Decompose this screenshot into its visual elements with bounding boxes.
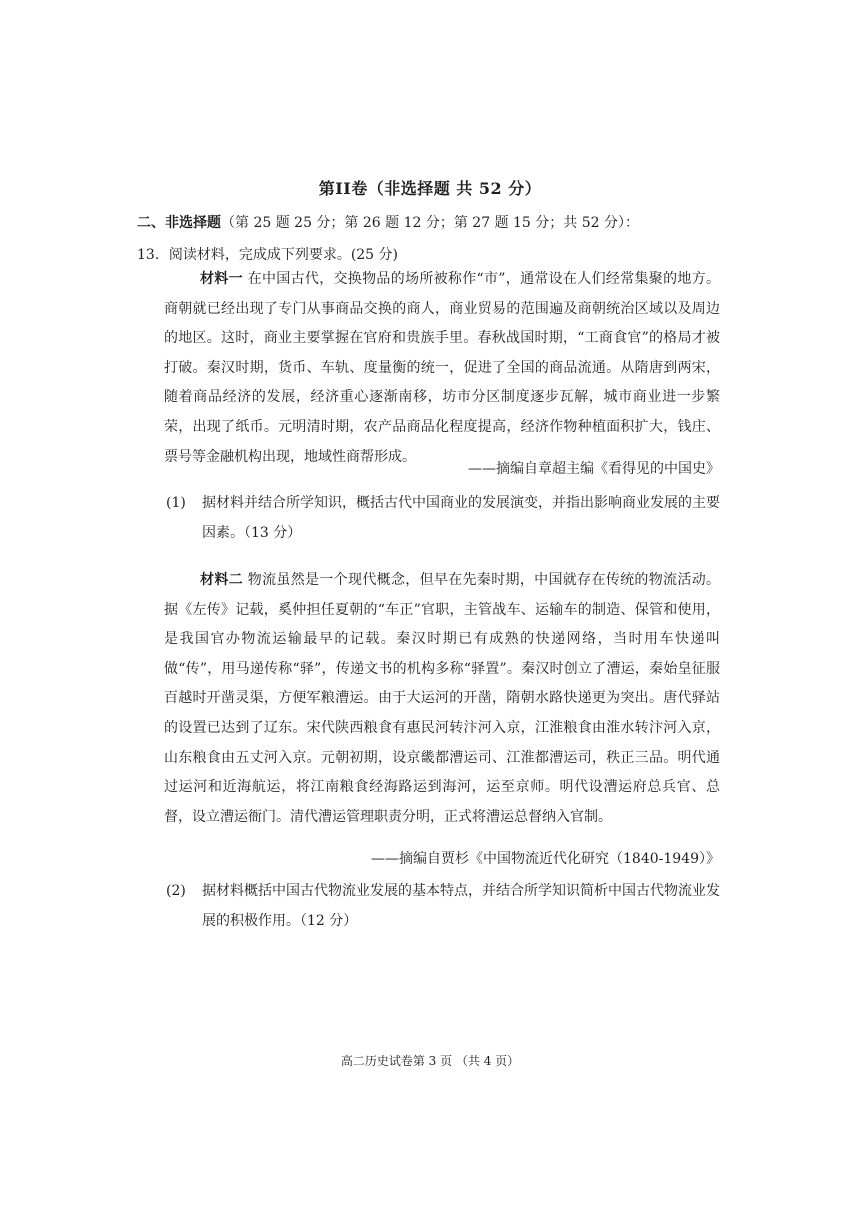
sub-question-1: [166, 488, 722, 548]
material-one-source: ——摘编自章超主编《看得见的中国史》: [468, 461, 720, 477]
section-heading: [137, 212, 639, 232]
sub-question-2-text: 据材料概括中国古代物流业发展的基本特点，并结合所学知识简析中国古代物流业发展的积极作用。（12 分）: [202, 883, 720, 929]
material-two: [164, 566, 720, 832]
material-one-label: 材料一: [200, 271, 243, 287]
sub-question-1-number: (1): [166, 495, 186, 511]
material-one-text: 在中国古代，交换物品的场所被称作“市”，通常设在人们经常集聚的地方。商朝就已经出现了专门从事商品交换的商人，商业贸易的范围遍及商朝统治区域以及周边的地区。这时，商业主要掌握在官府和贵族手里。春秋战国时期，“工商食官”的格局才被打破。秦汉时期，货币、车轨、度量衡的统一，促进了全国的商品流通。从隋唐到两宋，随着商品经济的发展，经济重心逐渐南移，坊市分区制度逐步瓦解，城市商业进一步繁荣，出现了纸币。元明清时期，农产品商品化程度提高，经济作物种植面积扩大，钱庄、票号等金融机构出现，地域性商帮形成。: [164, 271, 721, 465]
material-two-source: ——摘编自贾杉《中国物流近代化研究（1840-1949）》: [371, 851, 720, 867]
sub-question-2-number: (2): [166, 883, 186, 899]
sub-question-2: [166, 876, 722, 936]
part-title: 第II卷（非选择题 共 52 分）: [318, 179, 542, 198]
material-one: [164, 265, 720, 472]
page-footer: 高二历史试卷第 3 页 （共 4 页）: [340, 1054, 520, 1068]
section-detail: （第 25 题 25 分；第 26 题 12 分；第 27 题 15 分；共 52 分）：: [221, 215, 640, 231]
section-label: 二、非选择题: [137, 215, 221, 231]
material-two-label: 材料二: [200, 572, 243, 588]
question-13-stem: 13．阅读材料，完成成下列要求。(25 分): [137, 247, 399, 263]
material-two-text: 物流虽然是一个现代概念，但早在先秦时期，中国就存在传统的物流活动。据《左传》记载，奚仲担任夏朝的“车正”官职，主管战车、运输车的制造、保管和使用，是我国官办物流运输最早的记载。秦汉时期已有成熟的快递网络，当时用车快递叫做“传”，用马递传称“驿”，传递文书的机构多称“驿置”。秦汉时创立了漕运，秦始皇征服百越时开凿灵渠，方便军粮漕运。由于大运河的开凿，隋朝水路快递更为突出。唐代驿站的设置已达到了辽东。宋代陕西粮食有惠民河转汴河入京，江淮粮食由淮水转汴河入京，山东粮食由五丈河入京。元朝初期，设京畿都漕运司、江淮都漕运司，秩正三品。明代通过运河和近海航运，将江南粮食经海路运到海河，运至京师。明代设漕运府总兵官、总督，设立漕运衙门。清代漕运管理职责分明，正式将漕运总督纳入官制。: [164, 572, 721, 825]
sub-question-1-text: 据材料并结合所学知识，概括古代中国商业的发展演变，并指出影响商业发展的主要因素。（13 分）: [202, 495, 720, 541]
